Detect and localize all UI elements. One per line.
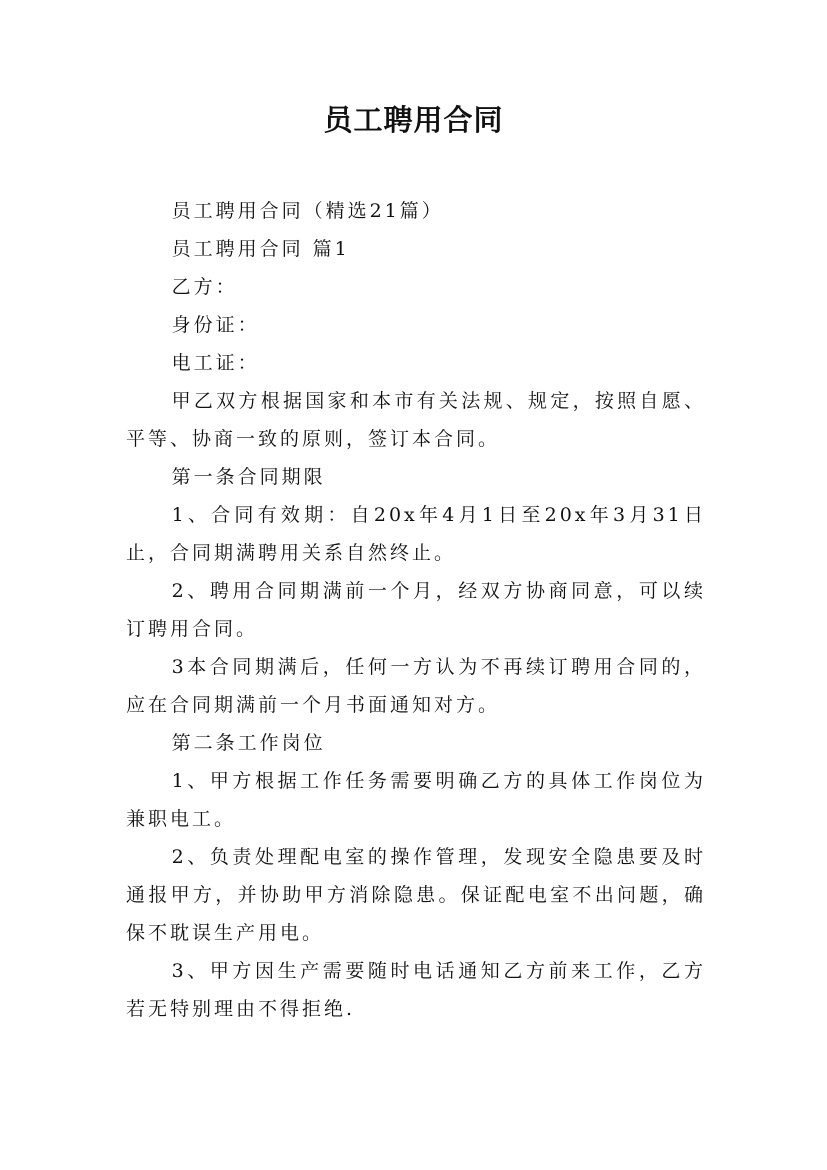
paragraph-position-3: 3、甲方因生产需要随时电话通知乙方前来工作，乙方若无特别理由不得拒绝. — [126, 960, 706, 1020]
paragraph-preamble: 甲乙双方根据国家和本市有关法规、规定，按照自愿、平等、协商一致的原则，签订本合同。 — [126, 390, 706, 450]
paragraph-position-1: 1、甲方根据工作任务需要明确乙方的具体工作岗位为兼职电工。 — [126, 770, 706, 830]
section-heading-position: 第二条工作岗位 — [171, 732, 326, 754]
section-heading-term: 第一条合同期限 — [171, 466, 326, 488]
paragraph-term-2: 2、聘用合同期满前一个月，经双方协商同意，可以续订聘用合同。 — [126, 580, 706, 640]
paragraph-heading-selected: 员工聘用合同（精选21篇） — [171, 200, 444, 222]
document-body — [126, 192, 706, 1028]
document-title: 员工聘用合同 — [323, 103, 504, 137]
paragraph-article-number: 员工聘用合同 篇1 — [171, 238, 350, 260]
paragraph-party-b: 乙方： — [171, 276, 238, 298]
paragraph-electrician-cert: 电工证： — [171, 352, 260, 374]
paragraph-position-2: 2、负责处理配电室的操作管理，发现安全隐患要及时通报甲方，并协助甲方消除隐患。保证配电室不出问题，确保不耽误生产用电。 — [126, 846, 706, 944]
paragraph-term-3: 3本合同期满后，任何一方认为不再续订聘用合同的，应在合同期满前一个月书面通知对方。 — [126, 656, 706, 716]
paragraph-term-1: 1、合同有效期：自20x年4月1日至20x年3月31日止，合同期满聘用关系自然终止。 — [126, 504, 706, 564]
paragraph-id-card: 身份证： — [171, 314, 260, 336]
